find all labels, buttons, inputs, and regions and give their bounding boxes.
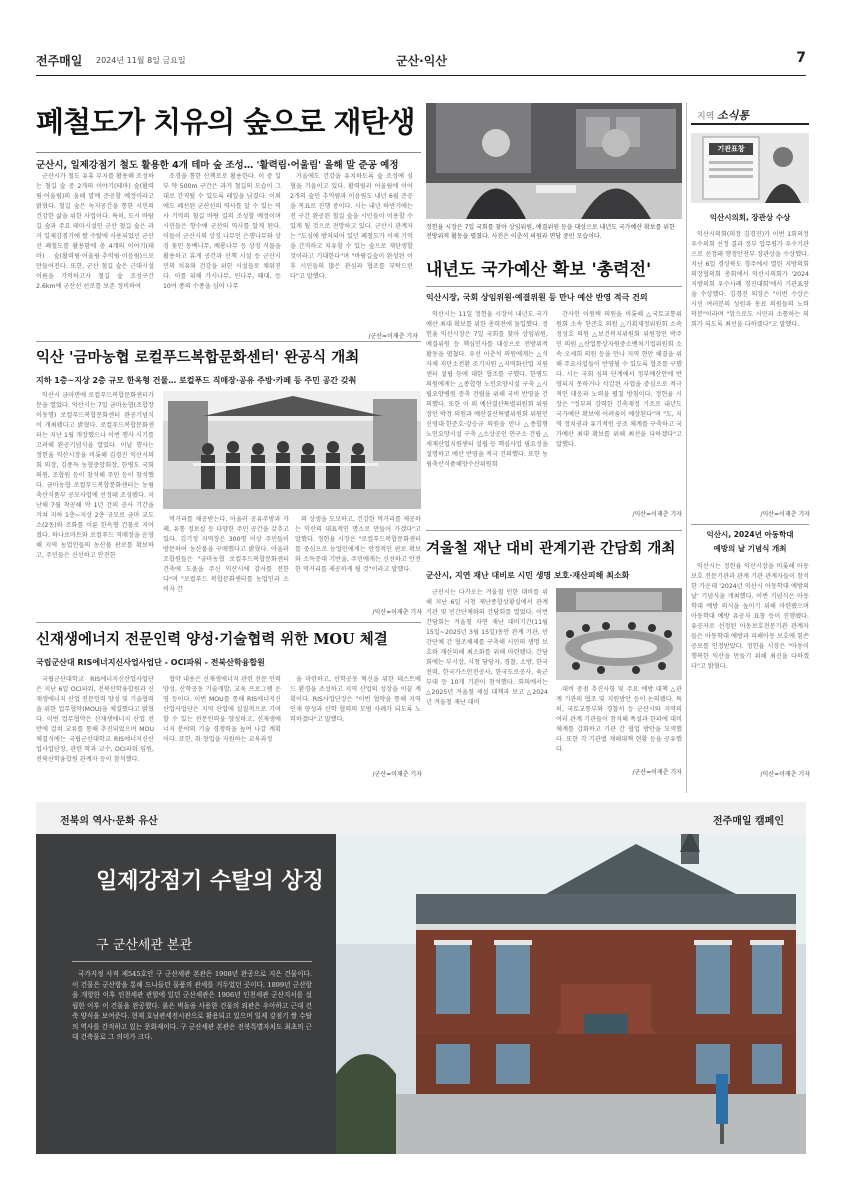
disaster-headline: 겨울철 재난 대비 관계기관 간담회 개최 [426, 540, 676, 557]
child-subhead: 예방의 날 기념식 개최 [713, 544, 787, 553]
sidebar-label-big: 소식통 [717, 109, 749, 122]
disaster-col-1: 군산시는 다가오는 겨울철 인한 대비를 위해 지난 6일 시청 재난종합상황실에서 관계 기관 및 민간단체와의 간담회를 열었다. 이번 간담회는 겨울철 자연 재난 대비기간(11월 15일~2025년 3월 15일)동안 관계 기관, 민간단체 간 협조체제를 구축해 시민의 생명 보호와 재산피해 최소화를 위해 마련됐다. 간담회에는 부시장, 시청 담당자, 경찰, 소방, 한국전력, 한국가스안전공사, 한국도로공사, 육군부대 등 10개 기관이 참석했다. 회의에서는 △2025년 겨울철 제설 대책과 보고 △2024년 겨울철 재난 대비 [426, 589, 548, 706]
budget-col-2: 간사인 이원택 의원을 비롯해 △국토교통위원회 소속 한준호 의원 △기획재정위원회 소속 정성호 의원 △보건복지위원회 위원장인 박주민 의원 △산업통상자원중소벤처기업위원회 소속 오세희 의원 등을 만나 지역 현안 해결을 위해 주요사업들이 반영될 수 있도록 협조를 구했다. 시는 국회 심의 단계에서 정부예산안에 반영되지 못하거나 삭감된 사업을 중심으로 적극적인 대응과 노력을 펼칠 방침이다. 정헌율 시장은 "정부의 강력한 긴축재정 기조로 내년도 국가예산 확보에 어려움이 예상된다"며 "도, 지역 정치권과 유기적인 공조 체계를 구축하고 국가예산 최대 확보를 위해 최선을 다하겠다"고 말했다. [556, 311, 682, 448]
lead-byline: /군산=이재춘 기자 [368, 333, 418, 340]
campaign-body: 국가지정 사적 제545호인 구 군산세관 본관은 1908년 완공으로 지은 건물이다. 이 건물은 군산항을 통해 드나들던 물품의 관세를 거두었던 곳이다. 1899년 군산항을 개항한 이후 인천세관 관할에 있던 군산세관은 1906년 인천세관 군산지서를 설립한 이후 이 건물을 완공했다. 붉은 벽돌을 사용한 건물의 외관은 우아하고 근대 건축 양식을 보여준다. 현재 호남관세전시관으로 활용되고 있으며 일제 강점기 쌀 수탈의 역사를 간직하고 있는 문화재이다. 구 군산세관 본관은 전북특별자치도 최초의 근대 건축물로 그 의미가 크다. [72, 970, 312, 1041]
campaign-banner [36, 802, 806, 834]
food-col-1: 익산시 금마면에 로컬푸드복합문화센터가 문을 열었다. 익산시는 7일 금마농협(조합장 이동명) 로컬푸드복합문화센터 완공기념식이 개최됐다고 밝혔다. 로컬푸드복합문화센터는 지난 1월 개장했으나 이번 행사 시기를 고려해 완공기념식을 열었다. 이날 행사는 정헌율 익산시장을 비롯해 김경진 익산시의회 의장, 김종득 농협중앙회장, 한병도 국회의원, 조합원 등이 참석해 주민 등이 참석했다. 금마농협 로컬푸드복합문화센터는 농림축산식품부 공모사업에 선정돼 조성됐다. 지난해 7월 착공해 약 1년 간의 공사 기간을 거쳐 지하 1층~지상 2층 규모로 금마 교도소(2동)와 조화를 이룬 한옥형 건물로 지어졌다. 하나로마트와 로컬푸드 직매장을 운영해 지역 농업인들의 농산물 판로를 확보하고, 주민들은 신선하고 안전한 [36, 392, 154, 559]
sidebar-label [691, 103, 809, 125]
award-body: 익산시의회(의장 김경진)가 이번 1회의정 우수의회 선정 결과 정부 업무평가 우수기관으로 선정돼 행정안전부 장관상을 수상했다. 지난 6일 경상북도 경주에서 열린 지방의회 의장협의회 총회에서 익산시의회가 '2024 지방의회 우수사례 경진대회'에서 기관표창을 수상했다. 김경진 의장은 "이번 수상은 시민 여러분의 성원과 동료 의원들의 노력 덕분"이라며 "앞으로도 시민과 소통하는 의회가 되도록 최선을 다하겠다"고 말했다. [691, 231, 809, 328]
child-body: 익산시는 정헌율 익산시장을 비롯해 아동보호 전문기관과 관계 기관 관계자들이 참석한 가운데 '2024년 익산시 아동학대 예방의 날' 기념식을 개최했다. 이번 기념식은 아동 학대 예방 의식을 높이기 위해 마련됐으며 아동학대 예방 유공자 표창 등이 진행됐다. 유공자로 선정된 아동보호전문기관 관계자들은 아동학대 예방과 피해아동 보호에 힘쓴 공로를 인정받았다. 정헌율 시장은 "아동이 행복한 익산을 만들기 위해 최선을 다하겠다"고 밝혔다. [691, 563, 809, 670]
mou-byline: /군산=이재춘 기자 [372, 771, 422, 778]
award-headline: 익산시의회, 장관상 수상 [709, 213, 791, 222]
meeting-photo [426, 103, 682, 219]
budget-subhead: 익산시장, 국회 상임위원·예결위원 등 만나 예산 반영 적극 건의 [426, 293, 648, 302]
campaign-divider [72, 961, 312, 962]
campaign-label: 전주매일 캠페인 [712, 816, 784, 827]
meeting-photo-caption: 정헌율 시장은 7일 국회를 찾아 상임위원, 예결위원 등을 대상으로 내년도 국가예산 확보를 위한 전방위적 활동을 펼쳤다. 사진은 이춘석 의원과 면담 중인 모습이다. [426, 224, 675, 240]
lead-subhead: 군산시, 일제강점기 철도 활용한 4개 테마 숲 조성… '활력림·어울림' 올해 말 준공 예정 [36, 152, 421, 171]
lead-headline: 폐철도가 치유의 숲으로 재탄생 [36, 105, 415, 139]
divider [36, 622, 421, 623]
section-title: 군산·익산 [396, 54, 447, 68]
mou-headline: 신재생에너지 전문인력 양성·기술협력 위한 MOU 체결 [36, 631, 388, 648]
mou-col-1: 국립군산대학교 RIS에너지신산업사업단은 지난 6일 OCI파워, 전북산학융합원과 신재생에너지 산업 전문인력 양성 및 기술협력을 위한 업무협약(MOU)을 체결했다고 밝혔다. 이번 업무협약은 신재생에너지 산업 전반에 걸쳐 교류를 통해 추진되었으며 MOU 체결식에는 국립군산대학교 RIS에너지신산업사업단장, 관련 학과 교수, OCI파워 임원, 전북산학융합원 관계자 등이 참석했다. [36, 676, 154, 763]
divider [426, 286, 682, 287]
lead-col-2: 조경을 통한 산책로로 활용한다. 이 중 일부 약 500m 구간은 과거 철길의 모습이 그대로 간직될 수 있도록 레일을 남겼다. 이외에도 폐선된 군산선의 역사를 알 수 있는 역사 기억의 철길 바탕 길의 조성할 예정이며 시민들은 향수에 군산의 역사를 알게 된다. 이들이 군산시의 상징 나무인 은행나무와 상징 꽃인 동백나무, 배롱나무 등 상징 식물을 활용하고 휴게 공간과 산책 시설 등 군산시민의 치유와 건강을 위한 시설들로 채워진다. 이를 위해 가시나무, 민나무, 때대, 등 10여 종의 수종을 심어 나무 [163, 173, 281, 290]
food-center-subhead: 지하 1층~지상 2층 규모 한옥형 건물… 로컬푸드 직매장·공유 주방·카페 등 주민 공간 갖춰 [36, 376, 357, 385]
food-center-headline: 익산 '금마농협 로컬푸드복합문화센터' 완공식 개최 [36, 349, 360, 366]
newspaper-name: 전주매일 [36, 54, 83, 68]
sidebar-divider [686, 103, 687, 793]
ceremony-photo [163, 391, 421, 509]
divider [426, 530, 682, 531]
campaign-series-label: 전북의 역사·문화 유산 [60, 816, 158, 827]
budget-col-1: 익산시는 11일 정헌율 시장이 내년도 국가예산 최대 확보를 위한 총력전에 돌입했다. 정헌율 익산시장은 7일 국회를 찾아 상임위원, 예결위원 등 핵심인사를 대상으로 전방위적 활동을 펼쳤다. 우선 이춘석 의원에게는 △식자체 저탄소전환 조기지원 △지역화산업 지원센터 설립 등에 대한 협조를 구했다. 한병도 의원에게는 △종합형 노인요양시설 구축 △시립요양병원 증축 건립을 위해 국비 반영을 건의했다. 또한 이 외 예산결산특별위원회 위원장인 박정 의원과 예산결산특별위원회 위원인 신영대·한준호·강승규 의원을 만나 △종합형 노인요양시설 구축 △소상공인 연구소 건립 △새재산업지원센터 설립 등 핵심사업 필요성을 설명하고 예산 반영을 적극 건의했다. 또한 농림축산식품해양수산위원회 [426, 311, 548, 468]
campaign-panel [36, 834, 806, 1154]
food-col-2: 먹거리를 제공받는다. 아울러 공유주방과 카페, 유통 정보실 등 다양한 주민 공간을 갖추고 있다. 김기정 지역장은 300명 이상 주민들이 방문하여 농산물을 구매했다고 밝혔다. 아울러 조합원들은 "금마농협 로컬푸드복합문화센터 건축에 도움을 주신 익산시에 감사를 전한다"며 "로컬푸드 복합문화센터를 농업인과 소비자 간 [163, 516, 289, 593]
divider [691, 524, 809, 525]
campaign-title: 일제강점기 수탈의 상징 [96, 868, 324, 894]
award-byline: /익산=이재춘 기자 [760, 511, 810, 518]
budget-headline: 내년도 국가예산 확보 '총력전' [426, 260, 652, 280]
mou-col-3: 을 마련하고, 산학공동 혁신을 위한 테스트베드 환경을 조성하고 지역 산업의 성장을 이끌 계획이다. RIS사업단장은 "이번 협약을 통해 지역 인재 양성과 산학 협력의 모범 사례가 되도록 노력하겠다"고 말했다. [290, 676, 421, 723]
masthead [36, 50, 806, 76]
mou-subhead: 국립군산대 RIS에너지신사업사업단 - OCI파워 - 전북산학융합원 [36, 658, 265, 667]
award-sign-text: 기관표창 [717, 145, 745, 153]
child-headline: 익산시, 2024년 아동학대 [706, 530, 794, 539]
food-col-3: 의 상생을 도모하고, 건강한 먹거리를 제공하는 익산의 대표적인 명소로 만들어 가겠다"고 말했다. 정헌율 시장은 "로컬푸드복합문화센터를 중심으로 농업인에게는 안정적인 판로 확보와 소득증대 기반을, 주민에게는 신선하고 안전한 먹거리를 제공하게 될 것"이라고 말했다. [295, 516, 421, 573]
child-byline: /익산=이재춘 기자 [760, 771, 810, 778]
mou-col-2: 협약 내용은 신재생에너지 관련 전문 인력 양성, 산학공동 기술개발, 교육 프로그램 운영 등이다. 이번 MOU를 통해 RIS에너지신산업사업단은 지역 산업에 실질적으로 기여할 수 있는 전문인력을 양성하고, 신재생에너지 분야의 기술 경쟁력을 높여 나갈 계획이다. 또한, 취·창업을 지원하는 교육과정 [163, 676, 281, 743]
disaster-byline: /군산=이재춘 기자 [632, 769, 682, 776]
page-number: 7 [796, 50, 806, 66]
award-photo [691, 133, 809, 203]
disaster-col-2: 대비 중점 추진사항 및 주요 예방 대책 △관계 기관의 협조 및 지원방안 등이 논의됐다. 특히, 국토교통부와 경찰서 등 군산시와 지역의 여러 관계 기관들이 참석해 폭설과 한파에 대비 체계를 강화하고 기관 간 협업 방안을 모색했다. 또한 각 기관별 재해대책 현황 등을 공유했다. [556, 686, 682, 753]
issue-date: 2024년 11월 8일 금요일 [96, 56, 186, 65]
meeting-room-photo [556, 588, 682, 680]
disaster-subhead: 군산시, 지연 재난 대비로 시민 생명 보호·재산피해 최소화 [426, 571, 630, 580]
budget-byline: /익산=이재춘 기자 [632, 511, 682, 518]
divider [36, 341, 421, 342]
lead-col-3: 거울에도 건강을 유지하도록 숲 조성에 심혈을 기울이고 있다. 활력림과 어울림에 이어 2개의 숲인 추억림과 이음림도 내년 6월 준공을 목표로 진행 중이다. 시는 내년 하반기에는 전 구간 완공된 철길 숲을 시민들이 이용할 수 있게 될 것으로 전망하고 있다. 군산시 관계자는 "도심에 방치되어 있던 폐철도가 이제 기억을 간직하고 치유할 수 있는 숲으로 재탄생할 것이라고 기대한다"며 "바람길숲이 완성된 이후 시민들의 많은 관심과 협조를 부탁드린다"고 말했다. [290, 173, 413, 280]
lead-col-1: 군산시가 철도 유휴 부지를 활용해 조성하는 철길 숲 중 2개의 이야기(테마) 숲(활력림·어울림)의 올해 말께 준공할 예정이라고 밝혔다. 철길 숲은 녹지공간을 통한 시민의 건강한 삶을 위한 사업이다. 특히, 도시 바람길 숲과 주요 테마시설인 군산 철길 숲은 과거 일제강점기에 쌀 수탈에 사용되었던 군산선 폐철도를 활용함에 총 4개의 이야기(테마) 숲(활력림·어울림·추억림·이음림)으로 만들어진다. 또한, 군산 철길 숲은 근대시설 이름을 기억하고자 철길 숲 조성구간 2.6km에 군산선 선로를 보존 정비하여 [36, 173, 154, 290]
sidebar-label-small: 지역 [697, 112, 715, 122]
food-byline: /익산=이재춘 기자 [372, 609, 422, 616]
campaign-subtitle: 구 군산세관 본관 [96, 938, 193, 953]
